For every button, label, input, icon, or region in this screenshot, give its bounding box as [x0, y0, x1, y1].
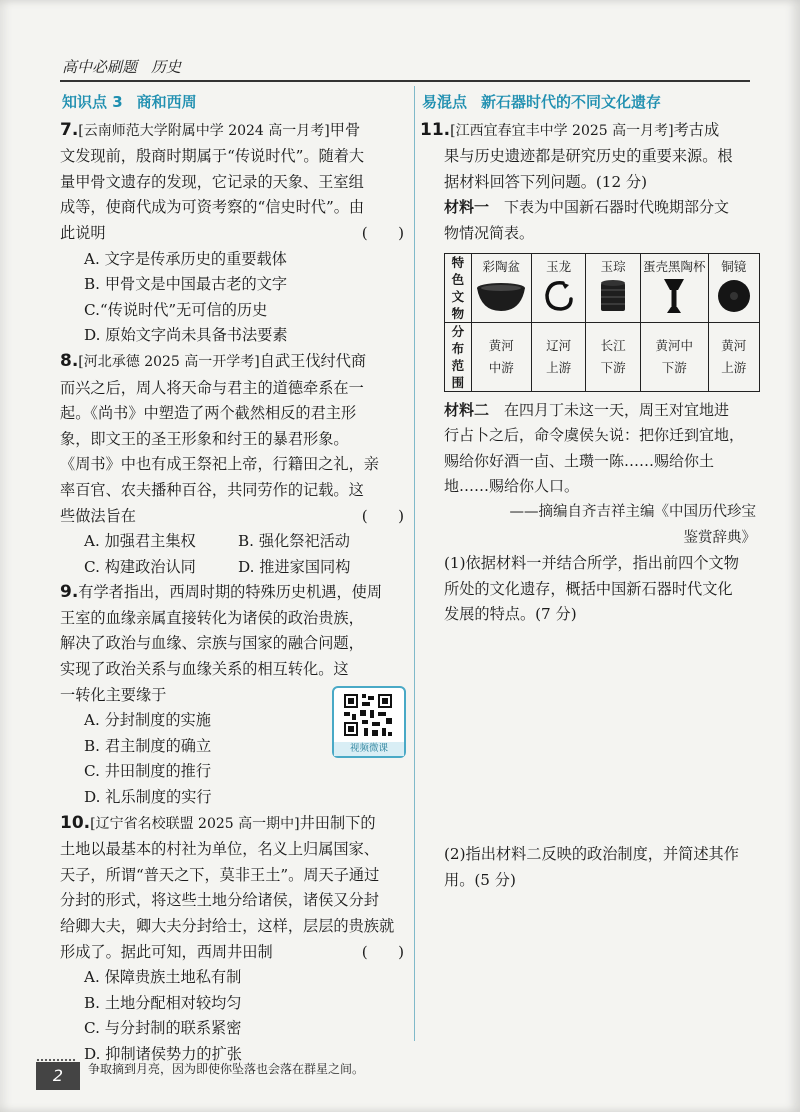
material-text: 下表为中国新石器时代晚期部分文	[504, 198, 730, 217]
question-line: 文发现前，殷商时期属于“传说时代”。随着大	[60, 147, 365, 166]
option-b[interactable]: B. 土地分配相对较均匀	[84, 993, 242, 1012]
region-text: 黄河	[721, 337, 747, 353]
question-7	[60, 118, 412, 247]
region-cell	[471, 322, 531, 391]
qr-label: 视频微课	[334, 742, 404, 756]
relic-cell	[708, 253, 759, 322]
question-line: 而兴之后，周人将天命与君主的道德牵系在一	[60, 378, 364, 397]
jade-dragon-icon	[539, 277, 579, 315]
sub-question-1	[420, 551, 760, 628]
painted-pottery-basin-icon	[475, 277, 527, 315]
relic-name: 玉琮	[600, 258, 626, 274]
answer-blank[interactable]: ( )	[361, 942, 404, 961]
question-line: 给卿大夫，卿大夫分封给士，这样，层层的贵族就	[60, 917, 395, 935]
option-a[interactable]: A. 加强君主集权	[84, 532, 196, 551]
running-header	[62, 56, 195, 77]
region-text: 中游	[488, 359, 514, 375]
option-c[interactable]: C.“传说时代”无可信的历史	[84, 300, 268, 319]
distribution-row	[445, 322, 760, 391]
question-text: 甲骨	[329, 120, 361, 139]
region-text: 黄河中	[655, 337, 694, 353]
question-10	[60, 811, 412, 966]
material-text-cont: 行占卜之后，命令虞侯夨说：把你迁到宜地，	[444, 426, 745, 445]
question-line	[60, 221, 412, 247]
option-c[interactable]: C. 构建政治认同	[84, 557, 196, 576]
option-a[interactable]: A. 分封制度的实施	[84, 711, 211, 730]
relic-cell	[640, 253, 708, 322]
question-line: 天子，所谓“普天之下，莫非王土”。周天子通过	[60, 865, 380, 884]
question-number: 8.	[60, 350, 79, 371]
sub-question-line: (2)指出材料二反映的政治制度，并简述其作	[444, 844, 739, 863]
qr-code-icon	[342, 692, 394, 738]
question-line: 土地以最基本的村社为单位，名义上归属国家、	[60, 840, 379, 859]
sub-question-line: 用。(5 分)	[444, 870, 516, 889]
material-text-cont: 赐给你好酒一卣、土瓒一陈……赐给你土	[444, 451, 715, 470]
relic-cell	[471, 253, 531, 322]
question-line: 象，即文王的圣王形象和纣王的暴君形象。	[60, 429, 349, 448]
question-source: [江西宜春宜丰中学 2025 高一月考]	[450, 122, 674, 139]
question-line	[60, 504, 412, 530]
row-header: 特色文物	[445, 253, 472, 322]
question-line: 《周书》中也有成王祭祀上帝，行籍田之礼，亲	[60, 455, 379, 474]
sub-question-line: 发展的特点。(7 分)	[444, 605, 577, 624]
section-title: 新石器时代的不同文化遗存	[481, 93, 662, 111]
question-stem-end: 一转化主要缘于	[60, 685, 167, 704]
question-stem-end: 此说明	[60, 223, 106, 242]
citation: ——摘编自齐吉祥主编《中国历代珍宝	[509, 503, 756, 520]
right-column	[420, 86, 760, 893]
material-label: 材料一	[444, 198, 490, 217]
book-title: 高中必刷题	[62, 58, 138, 76]
question-line: 分封的形式，将这些土地分给诸侯，诸侯又分封	[60, 891, 379, 910]
question-line: 起。《尚书》中塑造了两个截然相反的君主形	[60, 404, 357, 423]
material-label: 材料二	[444, 400, 490, 419]
options-row	[60, 529, 412, 555]
region-text: 辽河	[546, 337, 572, 353]
option-b[interactable]: B. 甲骨文是中国最古老的文字	[84, 275, 288, 294]
sub-question-line: 所处的文化遗存，概括中国新石器时代文化	[444, 579, 733, 598]
question-11	[420, 118, 760, 196]
header-rule	[60, 80, 750, 82]
option-b[interactable]: B. 君主制度的确立	[84, 736, 212, 755]
region-cell	[640, 322, 708, 391]
question-line: 量甲骨文遗存的发现，它记录的天象、王室组	[60, 172, 364, 191]
region-text: 长江	[600, 337, 626, 353]
question-stem-end: 些做法旨在	[60, 506, 136, 525]
column-divider	[414, 86, 415, 1041]
sub-question-line: (1)依据材料一并结合所学，指出前四个文物	[444, 554, 739, 573]
section-label: 易混点	[422, 93, 468, 111]
footer-motto: 争取摘到月亮，因为即使你坠落也会落在群星之间。	[88, 1062, 365, 1076]
question-number: 11.	[420, 119, 451, 140]
region-text: 下游	[661, 359, 687, 375]
relic-name: 玉龙	[546, 258, 572, 274]
option-b[interactable]: B. 强化祭祀活动	[238, 532, 350, 551]
option-c[interactable]: C. 与分封制的联系紧密	[84, 1019, 242, 1038]
region-text: 上游	[546, 359, 572, 375]
relic-cell	[586, 253, 641, 322]
left-column	[60, 86, 412, 1068]
row-header: 分布范围	[445, 322, 472, 391]
citation-cont: 鉴赏辞典》	[683, 529, 756, 546]
material-text-cont: 地……赐给你人口。	[444, 477, 580, 496]
question-line: 实现了政治关系与血缘关系的相互转化。这	[60, 660, 349, 679]
question-line: 据材料回答下列问题。(12 分)	[444, 172, 648, 191]
material-text: 在四月丁未这一天，周王对宜地进	[504, 400, 730, 419]
question-line: 率百官、农夫播种百谷，共同劳作的记载。这	[60, 480, 364, 499]
region-cell	[586, 322, 641, 391]
left-section-heading	[62, 90, 412, 116]
question-source: [云南师范大学附属中学 2024 高一月考]	[78, 122, 330, 139]
question-line: 果与历史遗迹都是研究历史的重要来源。根	[444, 147, 733, 166]
question-stem-end: 形成了。据此可知，西周井田制	[60, 942, 273, 961]
question-line	[60, 940, 412, 966]
sub-question-2	[420, 842, 760, 893]
region-text: 上游	[721, 359, 747, 375]
relics-row	[445, 253, 760, 322]
jade-cong-icon	[593, 277, 633, 315]
option-d[interactable]: D. 抑制诸侯势力的扩张	[84, 1044, 242, 1063]
relic-cell	[531, 253, 586, 322]
answer-blank[interactable]: ( )	[361, 223, 404, 242]
answer-blank[interactable]: ( )	[361, 506, 404, 525]
material-text-cont: 物情况简表。	[444, 223, 535, 242]
region-cell	[531, 322, 586, 391]
region-text: 下游	[600, 359, 626, 375]
question-line: 王室的血缘亲属直接转化为诸侯的政治贵族，	[60, 608, 364, 627]
question-number: 10.	[60, 812, 91, 833]
question-number: 9.	[60, 582, 79, 603]
options-row	[60, 555, 412, 581]
section-label: 知识点 3	[62, 93, 123, 111]
option-d[interactable]: D. 推进家国同构	[238, 557, 351, 576]
video-lesson-qr[interactable]	[332, 686, 406, 758]
region-text: 黄河	[488, 337, 514, 353]
material-1	[420, 195, 760, 246]
option-d[interactable]: D. 原始文字尚未具备书法要素	[84, 326, 288, 345]
bronze-mirror-icon	[714, 277, 754, 315]
question-source: [辽宁省名校联盟 2025 高一期中]	[90, 815, 300, 832]
question-number: 7.	[60, 119, 79, 140]
question-8	[60, 349, 412, 529]
question-line: 成等，使商代成为可资考察的“信史时代”。由	[60, 198, 365, 217]
question-text: 有学者指出，西周时期的特殊历史机遇，使周	[78, 583, 383, 602]
question-line: 解决了政治与血缘、宗族与国家的融合问题，	[60, 634, 364, 653]
region-cell	[708, 322, 759, 391]
relic-name: 铜镜	[721, 258, 747, 274]
option-d[interactable]: D. 礼乐制度的实行	[84, 788, 212, 807]
question-text: 井田制下的	[299, 813, 376, 832]
relic-name: 彩陶盆	[482, 258, 521, 274]
eggshell-black-pottery-cup-icon	[659, 277, 689, 315]
option-a[interactable]: A. 文字是传承历史的重要载体	[84, 249, 287, 268]
subject-title: 历史	[151, 58, 182, 76]
question-source: [河北承德 2025 高一开学考]	[78, 353, 260, 370]
right-section-heading	[422, 90, 760, 116]
section-title: 商和西周	[136, 93, 197, 111]
material-2	[420, 398, 760, 500]
option-c[interactable]: C. 井田制度的推行	[84, 762, 212, 781]
option-a[interactable]: A. 保障贵族土地私有制	[84, 968, 242, 987]
relic-name: 蛋壳黑陶杯	[643, 258, 706, 274]
page-number: 2	[36, 1062, 80, 1090]
relics-table	[444, 253, 760, 392]
question-text: 自武王伐纣代商	[259, 351, 367, 370]
question-text: 考古成	[673, 120, 720, 139]
